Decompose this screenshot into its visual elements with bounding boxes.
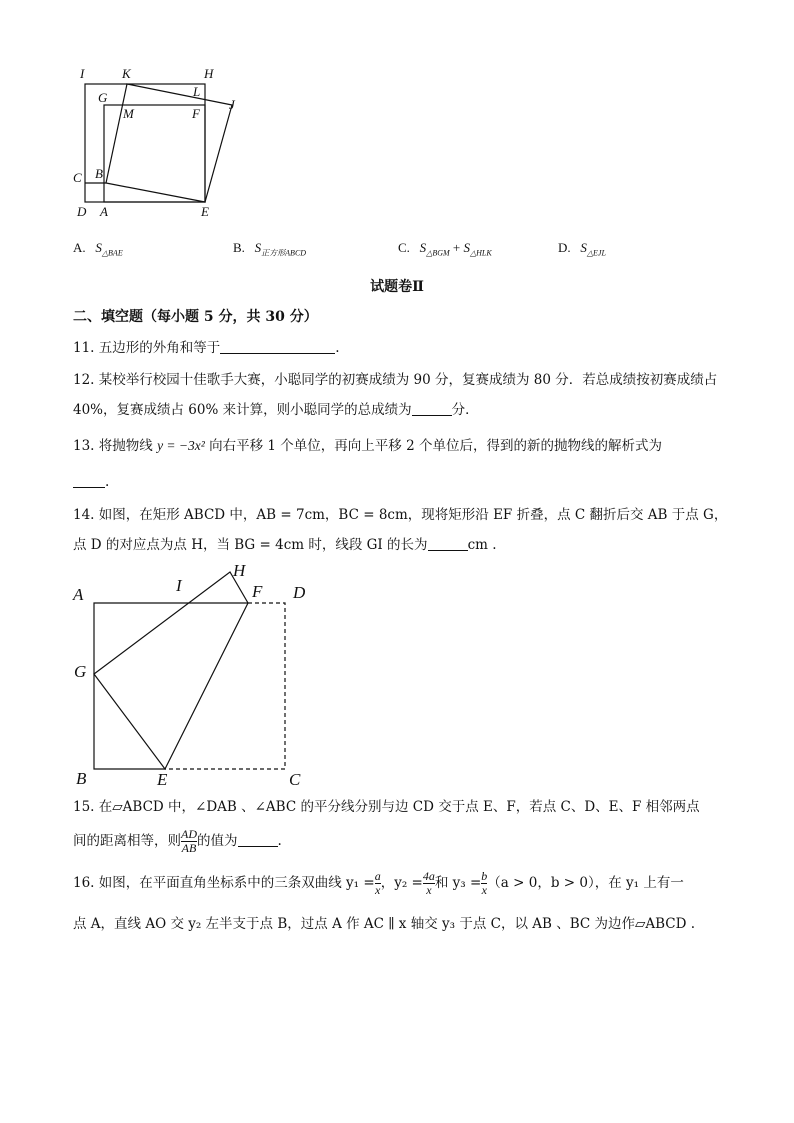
q16-f2-num: 4a [422, 869, 435, 883]
option-b-sub: 正方形ABCD [261, 248, 307, 258]
q11-answer-blank[interactable] [220, 339, 335, 354]
section-title: 二、填空题（每小题 5 分，共 30 分） [73, 309, 318, 325]
q14-answer-blank[interactable] [428, 536, 468, 551]
q14-line2 [73, 535, 497, 555]
q13-formula: y = −3x² [157, 438, 205, 453]
q14-line2b: cm . [467, 537, 497, 553]
folded-part [94, 572, 248, 769]
q16-f3-den: x [481, 883, 487, 897]
option-c-letter: C. [398, 240, 410, 255]
q12-line2a: 40%，复赛成绩占 60% 来计算，则小聪同学的总成绩为 [73, 402, 412, 418]
option-d-s: S [580, 240, 587, 255]
label-M: M [123, 106, 134, 121]
q12-line2 [73, 400, 479, 420]
q13-end: . [105, 474, 110, 490]
q13-line1 [73, 436, 662, 456]
q12-answer-blank[interactable] [412, 401, 452, 416]
fig2-label-H: H [233, 561, 246, 580]
q15-end: . [277, 833, 282, 849]
option-d-letter: D. [558, 240, 571, 255]
fig2-label-E: E [157, 770, 168, 789]
q15-line2 [73, 826, 282, 856]
q15-line2b: 的值为 [197, 833, 238, 849]
label-E: E [201, 204, 209, 219]
q15-line2a: 间的距离相等，则 [73, 833, 181, 849]
q16-line2: 点 A，直线 AO 交 y₂ 左半支于点 B，过点 A 作 AC ∥ x 轴交 y₃ 于点 C，以 AB 、BC 为边作▱ABCD . [73, 916, 696, 932]
option-a[interactable] [73, 240, 123, 258]
option-b-letter: B. [233, 240, 245, 255]
option-c-sub1: △BGM [426, 248, 450, 258]
option-c-sub2: △HLK [470, 248, 492, 258]
fig2-label-A: A [73, 585, 84, 604]
label-I: I [80, 66, 85, 81]
q15-answer-blank[interactable] [238, 832, 278, 847]
q16-f3-num: b [481, 869, 488, 883]
label-A: A [100, 204, 108, 219]
q12-line2b: 分． [451, 402, 479, 418]
q13-line2 [73, 472, 109, 492]
option-d-sub: △EJL [586, 248, 606, 258]
fig2-label-D: D [293, 583, 306, 602]
q16-f1-num: a [374, 869, 381, 883]
rect-solid [94, 603, 248, 769]
rect-dashed [165, 603, 285, 769]
label-H: H [204, 66, 214, 81]
fig2-label-B: B [76, 769, 87, 788]
option-a-sub: △BAE [101, 248, 123, 258]
q15-frac-num: AD [181, 827, 197, 841]
option-d[interactable] [558, 240, 606, 258]
figure-fold [70, 560, 320, 790]
label-L: L [193, 84, 201, 99]
option-c-s1: S [419, 240, 427, 255]
tilted-square [106, 84, 232, 202]
label-B: B [95, 166, 103, 181]
q13-line1a: 13. 将抛物线 [73, 438, 158, 454]
q16-line1 [73, 868, 684, 898]
fig2-label-C: C [289, 770, 301, 789]
label-G: G [98, 90, 108, 105]
fig2-label-I: I [176, 576, 182, 595]
figure-squares [70, 65, 250, 225]
q16-line1a: 16. 如图，在平面直角坐标系中的三条双曲线 y₁ = [73, 875, 375, 891]
q16-f1-den: x [375, 883, 381, 897]
option-a-letter: A. [73, 240, 86, 255]
label-C: C [73, 170, 82, 185]
q12-line1: 12. 某校举行校园十佳歌手大赛，小聪同学的初赛成绩为 90 分，复赛成绩为 80 分．若总成绩按初赛成绩占 [73, 372, 718, 388]
option-b-s: S [254, 240, 262, 255]
paper-title: 试题卷Ⅱ [370, 279, 424, 295]
q15-frac-den: AB [181, 841, 197, 855]
label-F: F [192, 106, 200, 121]
q16-f2-den: x [423, 883, 435, 897]
option-c-s2: S [463, 240, 470, 255]
fig2-label-F: F [252, 582, 263, 601]
q13-line1b: 向右平移 1 个单位，再向上平移 2 个单位后，得到的新的抛物线的解析式为 [204, 438, 662, 454]
q11-text: 11. 五边形的外角和等于 [73, 340, 221, 356]
q16-sep2: 和 y₃ = [434, 875, 482, 891]
q16-sep1: ，y₂ = [380, 875, 423, 891]
option-b[interactable] [233, 240, 306, 259]
option-a-s: S [95, 240, 102, 255]
question-11 [73, 338, 340, 358]
option-c[interactable] [398, 240, 492, 258]
q15-line1: 15. 在▱ABCD 中，∠DAB 、∠ABC 的平分线分别与边 CD 交于点 E、F，若点 C、D、E、F 相邻两点 [73, 799, 700, 815]
label-D: D [77, 204, 87, 219]
q14-line2a: 点 D 的对应点为点 H，当 BG = 4cm 时，线段 GI 的长为 [73, 537, 428, 553]
q13-answer-blank[interactable] [73, 473, 105, 488]
q15-fraction [181, 828, 197, 855]
q11-end: . [335, 340, 340, 356]
q16-frac2 [423, 870, 435, 897]
option-c-plus: + [449, 240, 464, 255]
label-J: J [229, 97, 235, 112]
label-K: K [122, 66, 131, 81]
fig2-label-G: G [74, 662, 87, 681]
q14-line1: 14. 如图，在矩形 ABCD 中，AB = 7cm，BC = 8cm，现将矩形沿 EF 折叠，点 C 翻折后交 AB 于点 G， [73, 507, 728, 523]
q16-line1b: （a > 0，b > 0），在 y₁ 上有一 [487, 875, 684, 891]
